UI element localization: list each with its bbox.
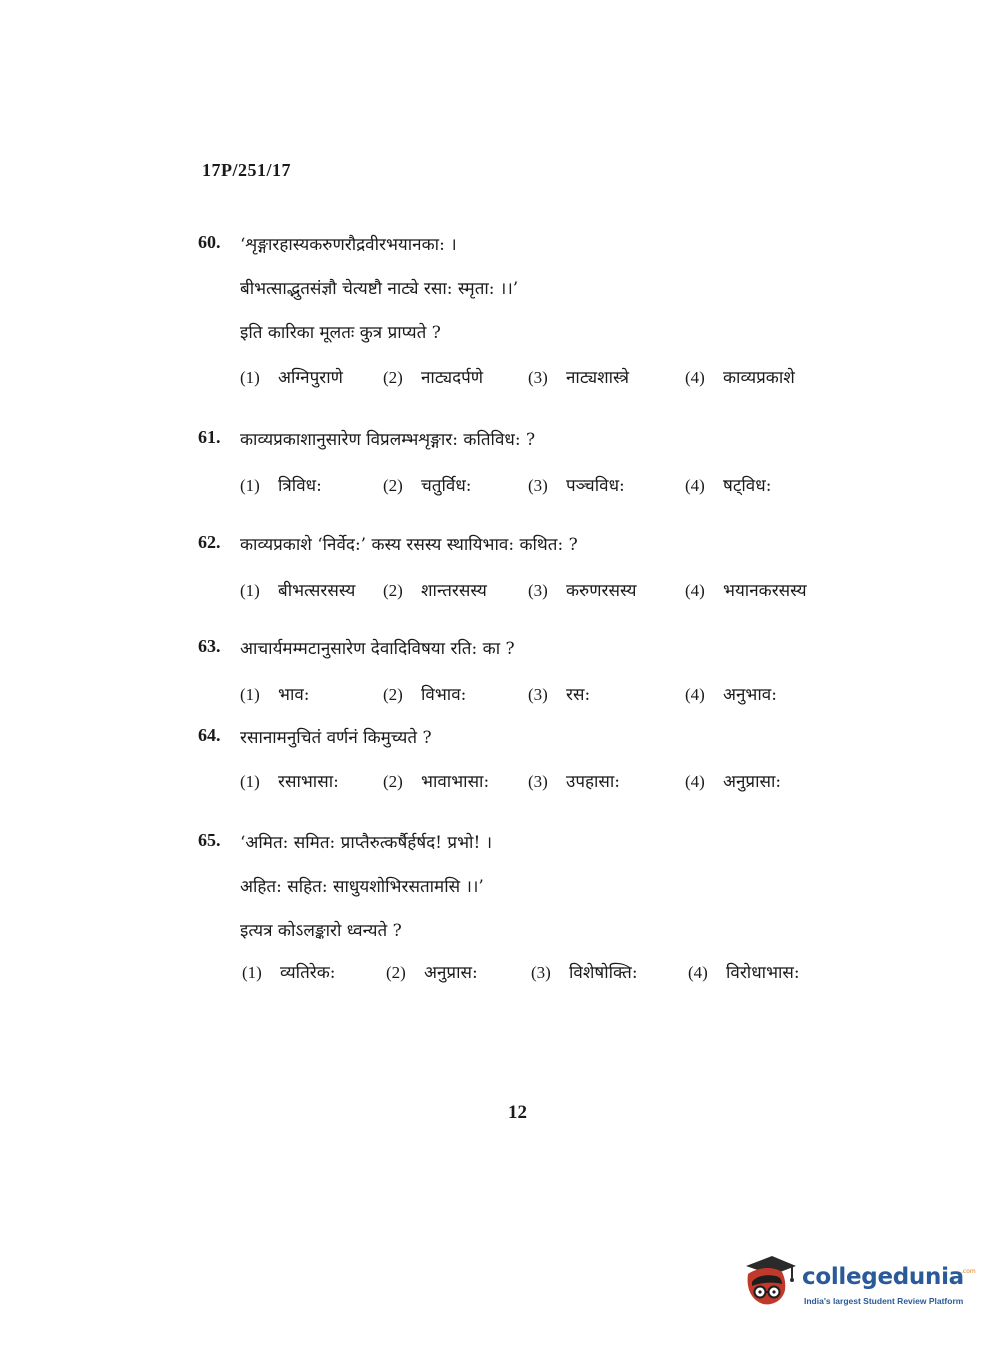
paper-code: 17P/251/17 <box>202 160 291 180</box>
option-4: (4) काव्यप्रकाशे <box>685 368 795 388</box>
question-text: ‘शृङ्गारहास्यकरुणरौद्रवीरभयानका: । <box>240 235 457 255</box>
question-number: 64. <box>198 725 221 745</box>
option-1: (1) अग्निपुराणे <box>240 368 343 388</box>
brand-name: collegedunia <box>802 1264 964 1290</box>
option-1: (1) त्रिविध: <box>240 476 322 496</box>
option-1: (1) भाव: <box>240 685 310 705</box>
question-text-line: बीभत्साद्भुतसंज्ञौ चेत्यष्टौ नाट्ये रसा: स्मृता: ।।’ <box>240 279 519 299</box>
option-2: (2) अनुप्रास: <box>386 963 478 983</box>
brand-tagline: India's largest Student Review Platform <box>804 1296 964 1306</box>
option-2: (2) विभाव: <box>383 685 467 705</box>
option-2: (2) शान्तरसस्य <box>383 581 487 601</box>
question-number: 60. <box>198 232 221 252</box>
question-number: 65. <box>198 830 221 850</box>
option-3: (3) करुणरसस्य <box>528 581 637 601</box>
option-3: (3) पञ्चविध: <box>528 476 625 496</box>
option-4: (4) षट्विध: <box>685 476 772 496</box>
option-4: (4) भयानकरसस्य <box>685 581 807 601</box>
question-number: 63. <box>198 636 221 656</box>
question-text: काव्यप्रकाशे ‘निर्वेद:’ कस्य रसस्य स्थायिभाव: कथित: ? <box>240 535 578 555</box>
question-number: 61. <box>198 427 221 447</box>
question-text-line: इत्यत्र कोऽलङ्कारो ध्वन्यते ? <box>240 921 402 941</box>
option-2: (2) भावाभासा: <box>383 772 490 792</box>
question-text-line: इति कारिका मूलतः कुत्र प्राप्यते ? <box>240 323 441 343</box>
question-text-line: अहित: सहित: साधुयशोभिरसतामसि ।।’ <box>240 877 484 897</box>
question-text: रसानामनुचितं वर्णनं किमुच्यते ? <box>240 728 432 748</box>
option-3: (3) नाट्यशास्त्रे <box>528 368 630 388</box>
option-3: (3) विशेषोक्ति: <box>531 963 638 983</box>
option-4: (4) अनुभाव: <box>685 685 777 705</box>
question-number: 62. <box>198 532 221 552</box>
option-1: (1) रसाभासा: <box>240 772 339 792</box>
option-4: (4) अनुप्रासा: <box>685 772 782 792</box>
collegedunia-watermark <box>742 1250 976 1316</box>
option-1: (1) बीभत्सरसस्य <box>240 581 356 601</box>
question-text: ‘अमित: समित: प्राप्तैरुत्कर्षैर्हर्षद! प्रभो! । <box>240 833 493 853</box>
question-text: काव्यप्रकाशानुसारेण विप्रलम्भशृङ्गार: कतिविध: ? <box>240 430 536 450</box>
option-1: (1) व्यतिरेक: <box>242 963 336 983</box>
mascot-icon <box>742 1252 798 1308</box>
option-3: (3) रस: <box>528 685 591 705</box>
question-text: आचार्यमम्मटानुसारेण देवादिविषया रति: का ? <box>240 639 515 659</box>
option-2: (2) चतुर्विध: <box>383 476 472 496</box>
brand-suffix: .com <box>961 1268 976 1275</box>
option-3: (3) उपहासा: <box>528 772 621 792</box>
option-2: (2) नाट्यदर्पणे <box>383 368 484 388</box>
page-number: 12 <box>508 1102 527 1123</box>
option-4: (4) विरोधाभास: <box>688 963 800 983</box>
